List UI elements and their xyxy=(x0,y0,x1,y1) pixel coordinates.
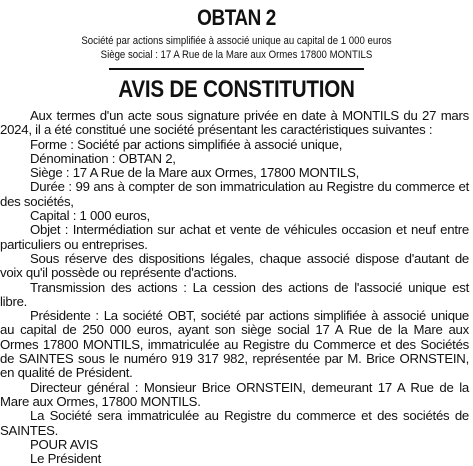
header-divider xyxy=(109,68,364,70)
signatory-line: Le Président xyxy=(30,451,102,466)
capital-paragraph: Capital : 1 000 euros, xyxy=(30,208,150,224)
president-paragraph: Présidente : La société OBT, société par actions simplifiée à associé unique au capital de 250 000 euros, ayant son siège social 17 A Rue de la Mare aux Ormes 17800 MONTILS, immatriculée au Registre du Commerce et des Sociétés de SAINTES sous le numéro 919 317 982, représentée par M. Brice ORNSTEIN, en qualité de Président. xyxy=(0,308,469,381)
company-name: OBTAN 2 xyxy=(197,5,276,30)
registered-office-line: Siège social : 17 A Rue de la Mare aux Ormes 17800 MONTILS xyxy=(100,49,373,61)
purpose-paragraph: Objet : Intermédiation sur achat et vente de véhicules occasion et neuf entre particuliers ou entreprises. xyxy=(0,222,469,252)
duration-paragraph: Durée : 99 ans à compter de son immatriculation au Registre du commerce et des sociétés, xyxy=(0,179,469,209)
seat-paragraph: Siège : 17 A Rue de la Mare aux Ormes, 17800 MONTILS, xyxy=(30,165,360,181)
notice-body xyxy=(0,109,473,466)
legal-form-line: Société par actions simplifiée à associé unique au capital de 1 000 euros xyxy=(81,35,392,47)
general-director-paragraph: Directeur général : Monsieur Brice ORNSTEIN, demeurant 17 A Rue de la Mare aux Ormes, 17800 MONTILS. xyxy=(0,379,469,409)
intro-paragraph: Aux termes d'un acte sous signature privée en date à MONTILS du 27 mars 2024, il a été constitué une société présentant les caractéristiques suivantes : xyxy=(0,108,469,138)
voting-paragraph: Sous réserve des dispositions légales, chaque associé dispose d'autant de voix qu'il possède ou représente d'actions. xyxy=(0,250,469,281)
registration-paragraph: La Société sera immatriculée au Registre du commerce et des sociétés de SAINTES. xyxy=(0,408,469,438)
notice-title: AVIS DE CONSTITUTION xyxy=(118,76,355,103)
share-transfer-paragraph: Transmission des actions : La cession des actions de l'associé unique est libre. xyxy=(0,279,469,309)
denomination-paragraph: Dénomination : OBTAN 2, xyxy=(30,150,176,166)
form-paragraph: Forme : Société par actions simplifiée à associé unique, xyxy=(30,136,343,152)
pour-avis-line: POUR AVIS xyxy=(30,436,98,452)
